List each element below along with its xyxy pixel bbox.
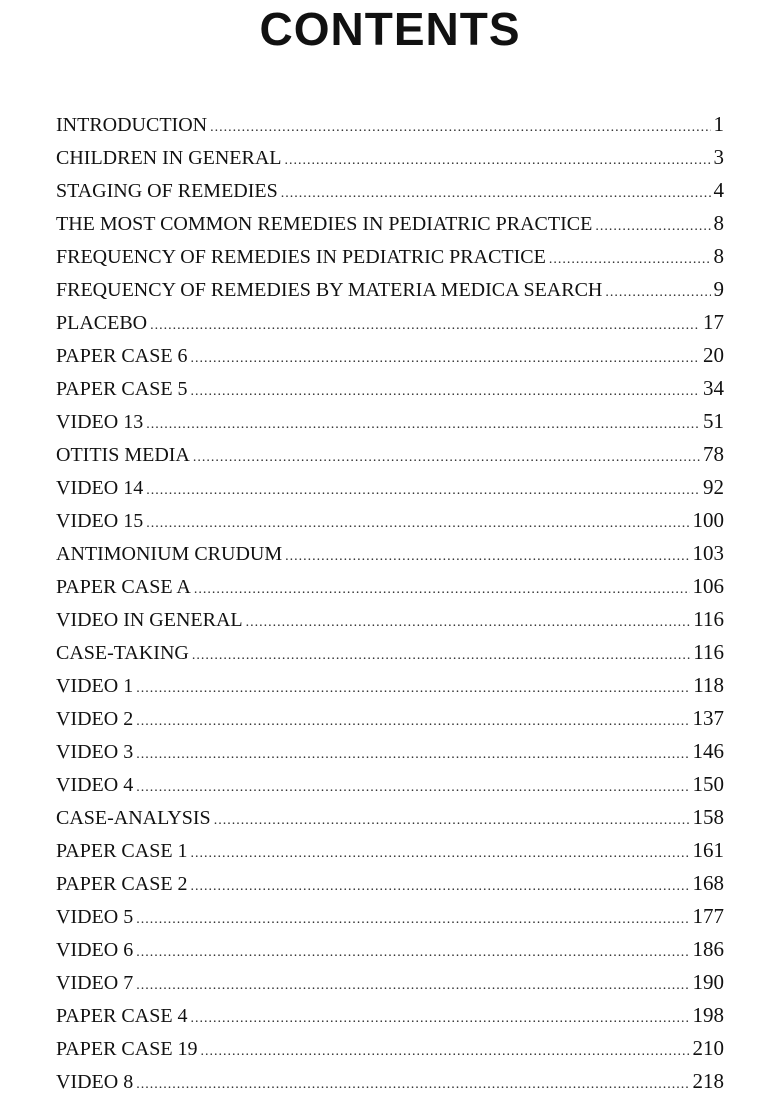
dot-leader	[136, 780, 689, 796]
toc-entry[interactable]	[56, 706, 724, 739]
toc-entry-title: STAGING OF REMEDIES	[56, 180, 278, 202]
toc-entry[interactable]	[56, 211, 724, 244]
toc-entry[interactable]	[56, 1036, 724, 1069]
toc-entry-page: 161	[692, 838, 724, 862]
dot-leader	[146, 483, 700, 499]
toc-entry-page: 8	[713, 211, 724, 235]
toc-entry-title: PAPER CASE 4	[56, 1005, 188, 1027]
toc-entry-page: 3	[713, 145, 724, 169]
toc-entry[interactable]	[56, 541, 724, 574]
toc-entry[interactable]	[56, 805, 724, 838]
toc-entry-title: VIDEO 6	[56, 939, 134, 961]
dot-leader	[285, 153, 711, 169]
table-of-contents	[56, 112, 724, 1102]
toc-entry-title: VIDEO 1	[56, 675, 134, 697]
toc-entry[interactable]	[56, 904, 724, 937]
toc-entry-page: 17	[703, 310, 724, 334]
toc-entry-title: VIDEO 4	[56, 774, 134, 796]
toc-entry[interactable]	[56, 244, 724, 277]
page-title: CONTENTS	[259, 3, 521, 55]
dot-leader	[136, 945, 689, 961]
toc-entry-title: VIDEO 2	[56, 708, 134, 730]
dot-leader	[192, 648, 690, 664]
toc-entry-page: 78	[703, 442, 724, 466]
toc-entry[interactable]	[56, 871, 724, 904]
toc-entry-page: 177	[692, 904, 724, 928]
toc-entry[interactable]	[56, 772, 724, 805]
dot-leader	[285, 549, 689, 565]
toc-entry-page: 137	[692, 706, 724, 730]
toc-entry-title: PAPER CASE A	[56, 576, 191, 598]
dot-leader	[191, 846, 690, 862]
toc-entry-page: 158	[692, 805, 724, 829]
toc-entry-title: THE MOST COMMON REMEDIES IN PEDIATRIC PRACTICE	[56, 213, 593, 235]
dot-leader	[191, 879, 690, 895]
dot-leader	[193, 450, 700, 466]
toc-entry-page: 106	[692, 574, 724, 598]
toc-entry[interactable]	[56, 937, 724, 970]
toc-entry-title: VIDEO IN GENERAL	[56, 609, 243, 631]
dot-leader	[210, 120, 710, 136]
dot-leader	[136, 978, 689, 994]
toc-entry-title: VIDEO 5	[56, 906, 134, 928]
toc-entry-page: 34	[703, 376, 724, 400]
toc-entry-title: OTITIS MEDIA	[56, 444, 190, 466]
toc-entry-page: 116	[693, 640, 724, 664]
toc-entry-page: 20	[703, 343, 724, 367]
dot-leader	[194, 582, 690, 598]
toc-entry-title: PLACEBO	[56, 312, 148, 334]
toc-entry-page: 150	[692, 772, 724, 796]
dot-leader	[136, 912, 689, 928]
toc-entry[interactable]	[56, 607, 724, 640]
toc-entry-title: PAPER CASE 5	[56, 378, 188, 400]
toc-entry-title: CASE-ANALYSIS	[56, 807, 211, 829]
toc-entry-title: FREQUENCY OF REMEDIES IN PEDIATRIC PRACTICE	[56, 246, 546, 268]
toc-entry-title: VIDEO 13	[56, 411, 144, 433]
dot-leader	[605, 285, 710, 301]
dot-leader	[146, 516, 689, 532]
toc-entry[interactable]	[56, 178, 724, 211]
toc-entry-page: 8	[713, 244, 724, 268]
toc-entry-title: PAPER CASE 19	[56, 1038, 198, 1060]
toc-entry-title: PAPER CASE 6	[56, 345, 188, 367]
toc-entry-page: 100	[692, 508, 724, 532]
toc-entry-title: CASE-TAKING	[56, 642, 189, 664]
toc-entry-page: 210	[692, 1036, 724, 1060]
dot-leader	[136, 681, 690, 697]
toc-entry-page: 198	[692, 1003, 724, 1027]
toc-entry[interactable]	[56, 1003, 724, 1036]
toc-entry[interactable]	[56, 376, 724, 409]
toc-entry-title: VIDEO 8	[56, 1071, 134, 1093]
toc-entry[interactable]	[56, 508, 724, 541]
toc-entry-title: VIDEO 15	[56, 510, 144, 532]
dot-leader	[281, 186, 711, 202]
toc-entry-title: ANTIMONIUM CRUDUM	[56, 543, 283, 565]
dot-leader	[150, 318, 700, 334]
toc-entry[interactable]	[56, 277, 724, 310]
toc-entry-title: VIDEO 3	[56, 741, 134, 763]
toc-entry-page: 103	[692, 541, 724, 565]
dot-leader	[136, 747, 689, 763]
toc-entry[interactable]	[56, 475, 724, 508]
toc-entry-page: 218	[692, 1069, 724, 1093]
toc-entry[interactable]	[56, 112, 724, 145]
toc-entry-page: 168	[692, 871, 724, 895]
dot-leader	[136, 1077, 689, 1093]
dot-leader	[136, 714, 689, 730]
toc-entry[interactable]	[56, 574, 724, 607]
toc-entry-page: 4	[713, 178, 724, 202]
toc-entry-page: 9	[713, 277, 724, 301]
dot-leader	[191, 1011, 690, 1027]
toc-entry-title: INTRODUCTION	[56, 114, 208, 136]
dot-leader	[549, 252, 711, 268]
toc-entry-page: 146	[692, 739, 724, 763]
dot-leader	[191, 384, 700, 400]
dot-leader	[246, 615, 691, 631]
toc-entry[interactable]	[56, 409, 724, 442]
toc-entry-title: VIDEO 14	[56, 477, 144, 499]
toc-entry[interactable]	[56, 640, 724, 673]
toc-entry-title: CHILDREN IN GENERAL	[56, 147, 282, 169]
toc-entry[interactable]	[56, 673, 724, 706]
toc-entry-page: 186	[692, 937, 724, 961]
toc-entry-page: 92	[703, 475, 724, 499]
toc-entry-title: PAPER CASE 1	[56, 840, 188, 862]
toc-entry[interactable]	[56, 970, 724, 1003]
toc-entry-page: 1	[713, 112, 724, 136]
toc-entry[interactable]	[56, 145, 724, 178]
toc-entry-page: 116	[693, 607, 724, 631]
dot-leader	[595, 219, 710, 235]
dot-leader	[214, 813, 690, 829]
toc-entry[interactable]	[56, 310, 724, 343]
toc-entry-page: 118	[693, 673, 724, 697]
dot-leader	[146, 417, 700, 433]
dot-leader	[191, 351, 700, 367]
toc-entry-page: 51	[703, 409, 724, 433]
toc-entry[interactable]	[56, 343, 724, 376]
toc-entry[interactable]	[56, 1069, 724, 1102]
toc-entry-title: FREQUENCY OF REMEDIES BY MATERIA MEDICA SEARCH	[56, 279, 603, 301]
toc-entry[interactable]	[56, 739, 724, 772]
dot-leader	[201, 1044, 690, 1060]
toc-entry[interactable]	[56, 838, 724, 871]
toc-entry[interactable]	[56, 442, 724, 475]
toc-entry-title: VIDEO 7	[56, 972, 134, 994]
toc-entry-page: 190	[692, 970, 724, 994]
toc-entry-title: PAPER CASE 2	[56, 873, 188, 895]
